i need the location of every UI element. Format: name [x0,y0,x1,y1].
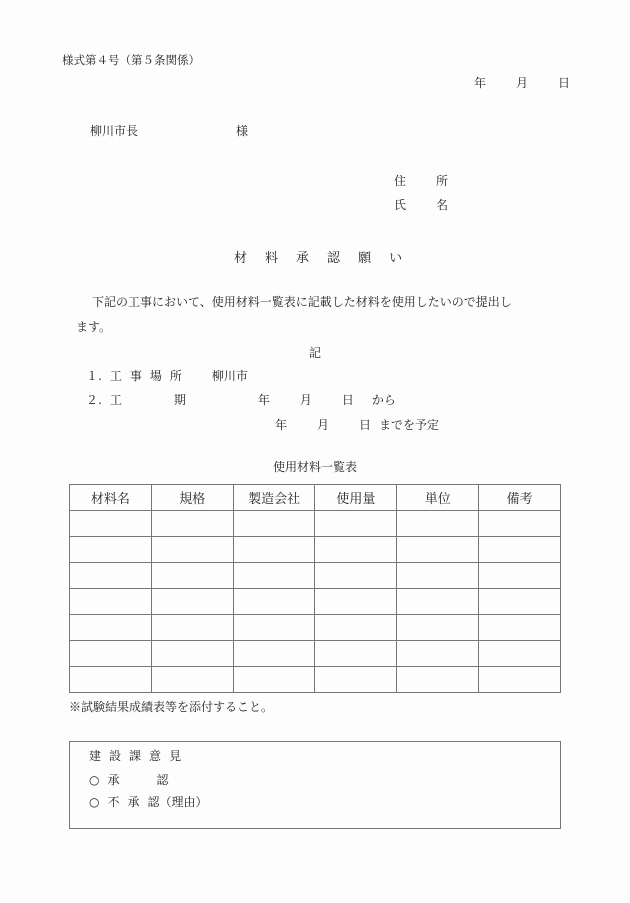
item-construction-site: １. 工 事 場 所 柳川市 [86,369,248,383]
table-cell[interactable] [479,641,561,667]
table-cell[interactable] [233,667,315,693]
table-cell[interactable] [233,511,315,537]
table-cell[interactable] [70,667,152,693]
table-row [70,589,561,615]
table-cell[interactable] [233,589,315,615]
column-header: 規格 [151,485,233,511]
table-row [70,641,561,667]
body-text-line-1: 下記の工事において、使用材料一覧表に記載した材料を使用したいので提出し [92,295,512,309]
table-cell[interactable] [479,667,561,693]
body-text-line-2: ます。 [76,320,112,334]
materials-table-header [70,485,561,511]
item-construction-period-end: 年 月 日 までを予定 [275,418,440,432]
circle-icon: ○ [89,773,100,787]
table-cell[interactable] [397,589,479,615]
table-cell[interactable] [479,563,561,589]
table-cell[interactable] [151,589,233,615]
applicant-address-label: 住 所 [394,174,449,188]
table-cell[interactable] [397,667,479,693]
item-construction-period: ２. 工 期 年 月 日 から [86,393,396,407]
table-cell[interactable] [233,537,315,563]
table-cell[interactable] [151,641,233,667]
table-cell[interactable] [397,641,479,667]
table-cell[interactable] [397,615,479,641]
table-cell[interactable] [70,563,152,589]
table-cell[interactable] [70,615,152,641]
table-cell[interactable] [233,641,315,667]
table-cell[interactable] [479,615,561,641]
applicant-name-label: 氏 名 [394,198,449,212]
column-header: 使用量 [315,485,397,511]
date-month: 月 [516,76,529,90]
attachment-note: ※試験結果成績表等を添付すること。 [69,700,274,714]
table-cell[interactable] [479,511,561,537]
table-cell[interactable] [315,589,397,615]
table-cell[interactable] [70,589,152,615]
table-row [70,511,561,537]
materials-table [69,484,561,693]
table-cell[interactable] [315,667,397,693]
table-cell[interactable] [70,511,152,537]
opinion-title: 建 設 課 意 見 [89,749,182,763]
table-row [70,563,561,589]
table-cell[interactable] [315,641,397,667]
table-cell[interactable] [315,511,397,537]
table-cell[interactable] [151,667,233,693]
table-cell[interactable] [479,589,561,615]
column-header: 備考 [479,485,561,511]
table-cell[interactable] [479,537,561,563]
table-cell[interactable] [233,615,315,641]
column-header: 材料名 [70,485,152,511]
form-number: 様式第４号（第５条関係） [62,53,200,67]
table-row [70,667,561,693]
table-cell[interactable] [233,563,315,589]
column-header: 単位 [397,485,479,511]
column-header: 製造会社 [233,485,315,511]
construction-site-value: 柳川市 [211,369,248,383]
table-cell[interactable] [151,511,233,537]
opinion-approve-option[interactable]: ○ 承 認 [89,773,169,787]
table-cell[interactable] [397,511,479,537]
materials-table-title: 使用材料一覧表 [272,460,357,474]
table-cell[interactable] [315,563,397,589]
table-cell[interactable] [151,615,233,641]
date-line [474,76,570,91]
addressee-honorific: 様 [236,124,249,138]
table-row [70,615,561,641]
table-cell[interactable] [315,537,397,563]
table-row [70,537,561,563]
date-year: 年 [474,76,487,90]
table-cell[interactable] [397,563,479,589]
date-day: 日 [558,76,571,90]
table-cell[interactable] [315,615,397,641]
table-cell[interactable] [70,537,152,563]
table-cell[interactable] [151,537,233,563]
circle-icon: ○ [89,795,100,809]
table-cell[interactable] [151,563,233,589]
table-cell[interactable] [397,537,479,563]
table-cell[interactable] [70,641,152,667]
ki-heading: 記 [309,346,322,360]
opinion-reject-option[interactable]: ○ 不 承 認（理由） [89,795,208,809]
addressee-name: 柳川市長 [90,124,139,138]
document-title: 材 料 承 認 願 い [234,251,403,266]
construction-dept-opinion-box [69,741,561,829]
